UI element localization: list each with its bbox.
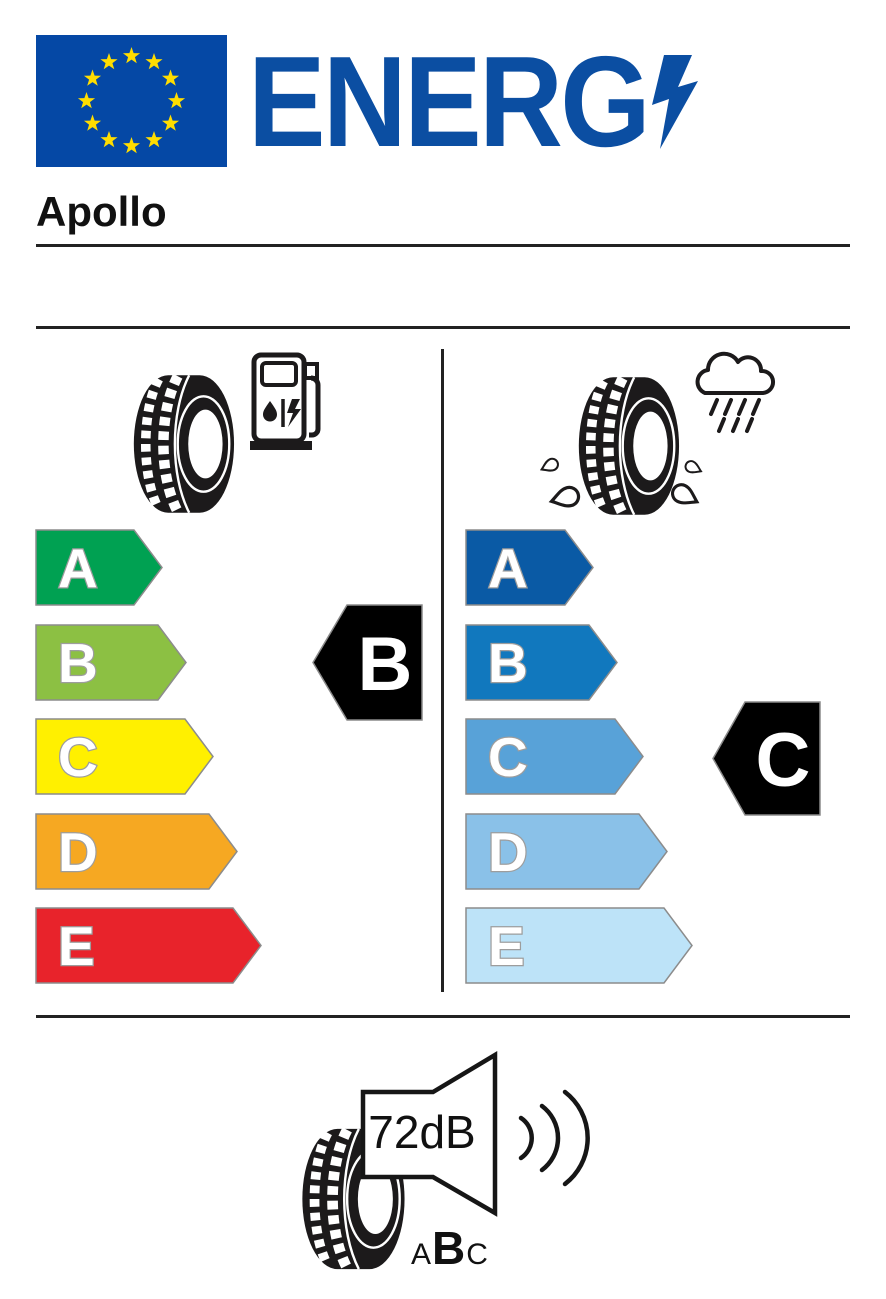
wet-grip-scale-arrow-c (466, 719, 643, 794)
fuel-scale-arrow-b (36, 625, 186, 700)
grade-letter: E (58, 915, 95, 977)
grade-letter: B (58, 632, 98, 694)
noise-class-letters (370, 1222, 530, 1286)
column-divider (441, 349, 444, 992)
brand-name: Apollo (36, 188, 167, 235)
noise-class-c: C (466, 1238, 489, 1271)
sound-waves-icon (521, 1092, 588, 1184)
grade-letter: E (488, 915, 525, 977)
speaker-icon (355, 1048, 590, 1218)
grade-letter: A (58, 537, 98, 599)
wet-grip-rating-letter: C (755, 718, 811, 803)
grade-letter: D (58, 821, 98, 883)
energ-logo (246, 30, 650, 174)
wet-grip-scale-arrow-d (466, 814, 667, 889)
wet-grip-scale-arrow-b (466, 625, 617, 700)
grade-letter: D (488, 821, 528, 883)
energ-logo-text: ENERG (248, 30, 648, 174)
rain-cloud-icon (683, 350, 780, 435)
divider-rule-top (36, 244, 850, 247)
wet-grip-scale-arrow-a (466, 530, 593, 605)
fuel-scale-arrow-e (36, 908, 261, 983)
noise-class-a: A (411, 1238, 433, 1271)
grade-letter: A (488, 537, 528, 599)
fuel-scale-arrow-a (36, 530, 162, 605)
divider-rule-bottom (36, 1015, 850, 1018)
fuel-scale-arrow-d (36, 814, 237, 889)
wet-grip-rating-indicator (713, 702, 820, 815)
lightning-bolt-icon (652, 55, 698, 149)
grade-letter: B (488, 632, 528, 694)
noise-db-value: 72dB (368, 1106, 476, 1158)
noise-class-b-selected: B (432, 1222, 467, 1274)
grade-letter: C (58, 726, 98, 788)
eu-flag (36, 35, 227, 167)
fuel-rating-letter: B (357, 622, 413, 707)
water-splash-icon (534, 452, 586, 514)
rain-lines (711, 400, 759, 431)
fuel-rating-indicator (313, 605, 422, 720)
fuel-scale-arrow-c (36, 719, 213, 794)
fuel-pump-icon (249, 350, 319, 450)
grade-letter: C (488, 726, 528, 788)
divider-rule-middle (36, 326, 850, 329)
water-splash-icon (664, 456, 712, 512)
tire-icon (130, 370, 235, 518)
wet-grip-scale-arrow-e (466, 908, 692, 983)
